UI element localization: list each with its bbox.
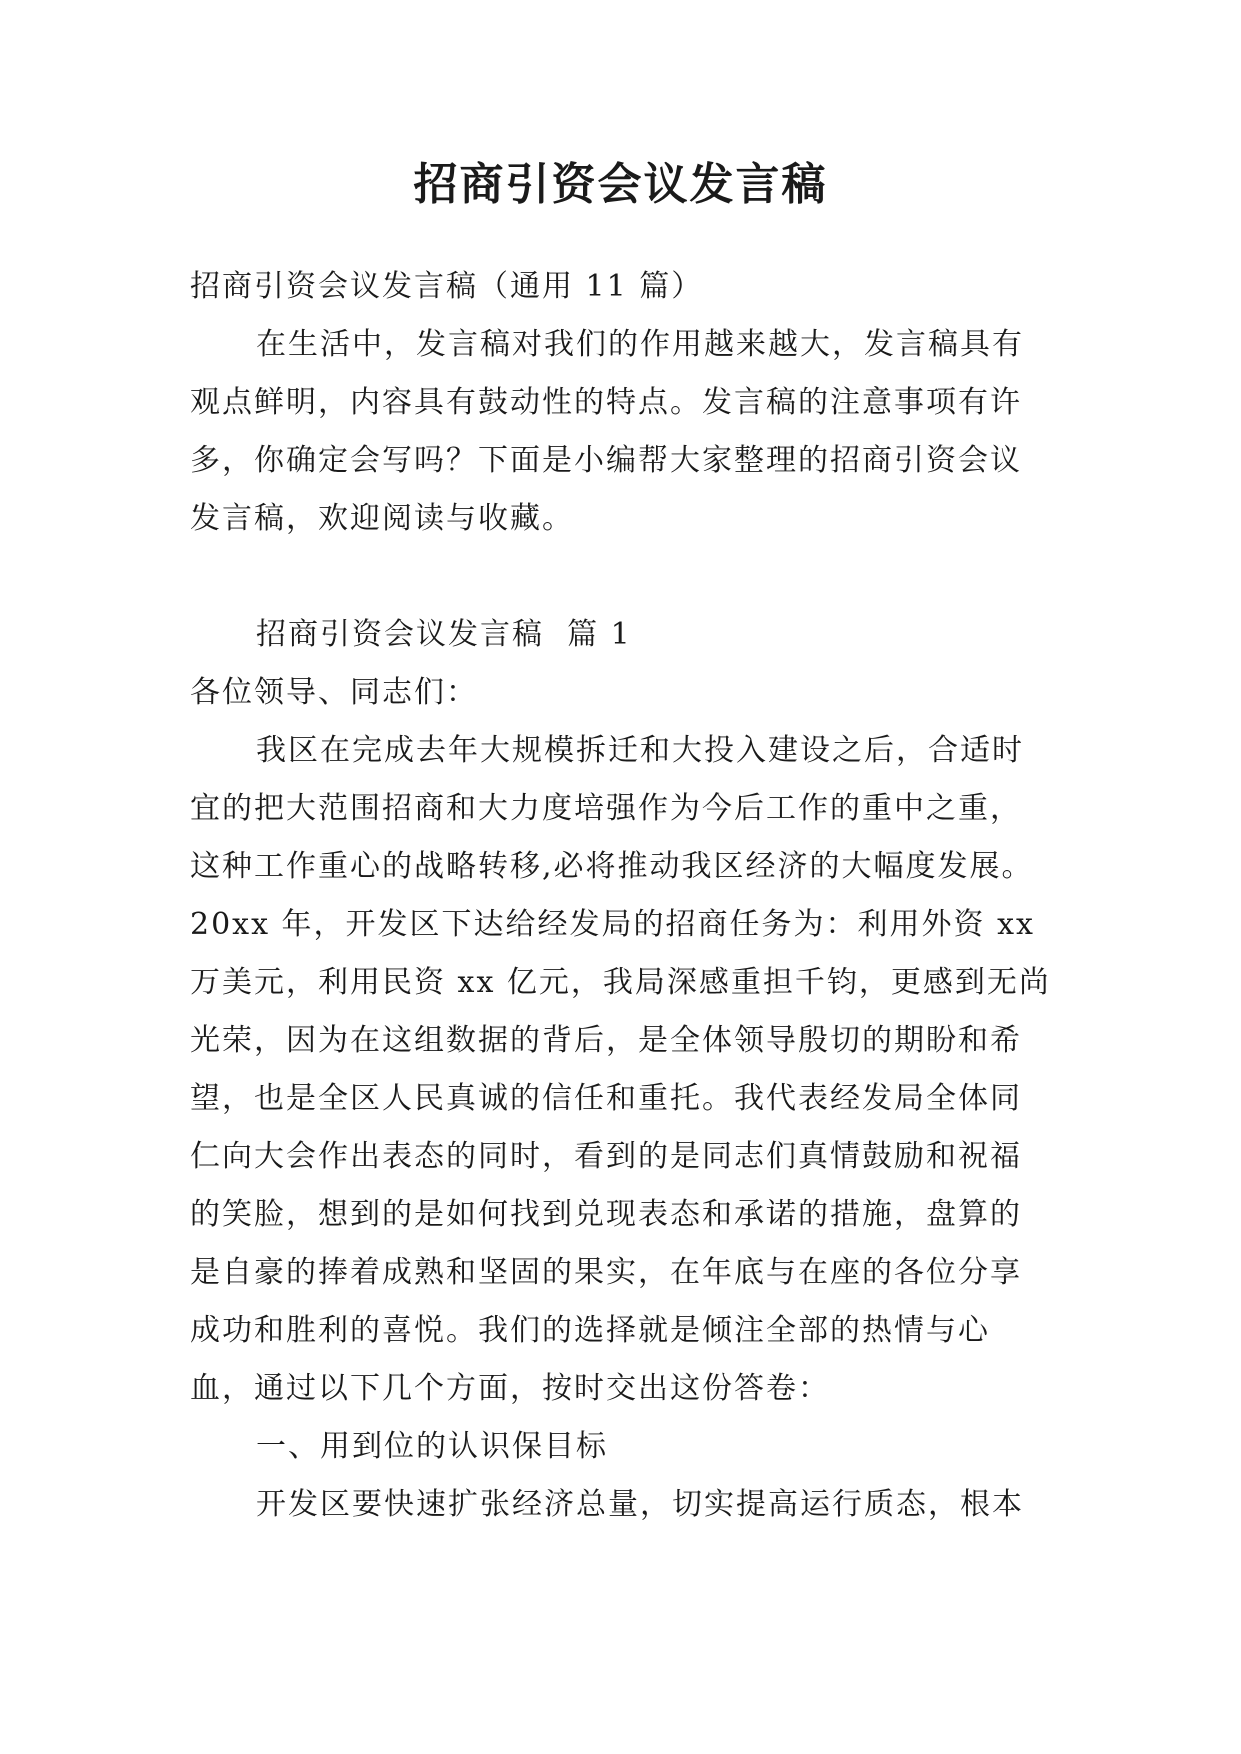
document-title: 招商引资会议发言稿 <box>413 159 828 210</box>
paragraph-spacer <box>190 548 1052 606</box>
body-paragraph: 我区在完成去年大规模拆迁和大投入建设之后，合适时宜的把大范围招商和大力度培强作为今后工作的重中之重，这种工作重心的战略转移,必将推动我区经济的大幅度发展。20xx 年，开发区下达给经发局的招商任务为：利用外资 xx 万美元，利用民资 xx 亿元，我局深感重担千钧，更感到无尚光荣，因为在这组数据的背后，是全体领导殷切的期盼和希望，也是全区人民真诚的信任和重托。我代表经发局全体同仁向大会作出表态的同时，看到的是同志们真情鼓励和祝福的笑脸，想到的是如何找到兑现表态和承诺的措施，盘算的是自豪的捧着成熟和坚固的果实，在年底与在座的各位分享成功和胜利的喜悦。我们的选择就是倾注全部的热情与心血，通过以下几个方面，按时交出这份答卷： <box>190 733 1051 1406</box>
intro-paragraph: 在生活中，发言稿对我们的作用越来越大，发言稿具有观点鲜明，内容具有鼓动性的特点。发言稿的注意事项有许多，你确定会写吗？下面是小编帮大家整理的招商引资会议发言稿，欢迎阅读与收藏。 <box>190 327 1024 536</box>
body-paragraph: 开发区要快速扩张经济总量，切实提高运行质态，根本 <box>256 1487 1024 1522</box>
point-heading: 一、用到位的认识保目标 <box>256 1429 608 1464</box>
document-subtitle: 招商引资会议发言稿（通用 11 篇） <box>190 269 704 304</box>
document-body <box>190 258 1052 1534</box>
salutation: 各位领导、同志们： <box>190 675 478 710</box>
section-heading: 招商引资会议发言稿 篇 1 <box>256 617 632 652</box>
